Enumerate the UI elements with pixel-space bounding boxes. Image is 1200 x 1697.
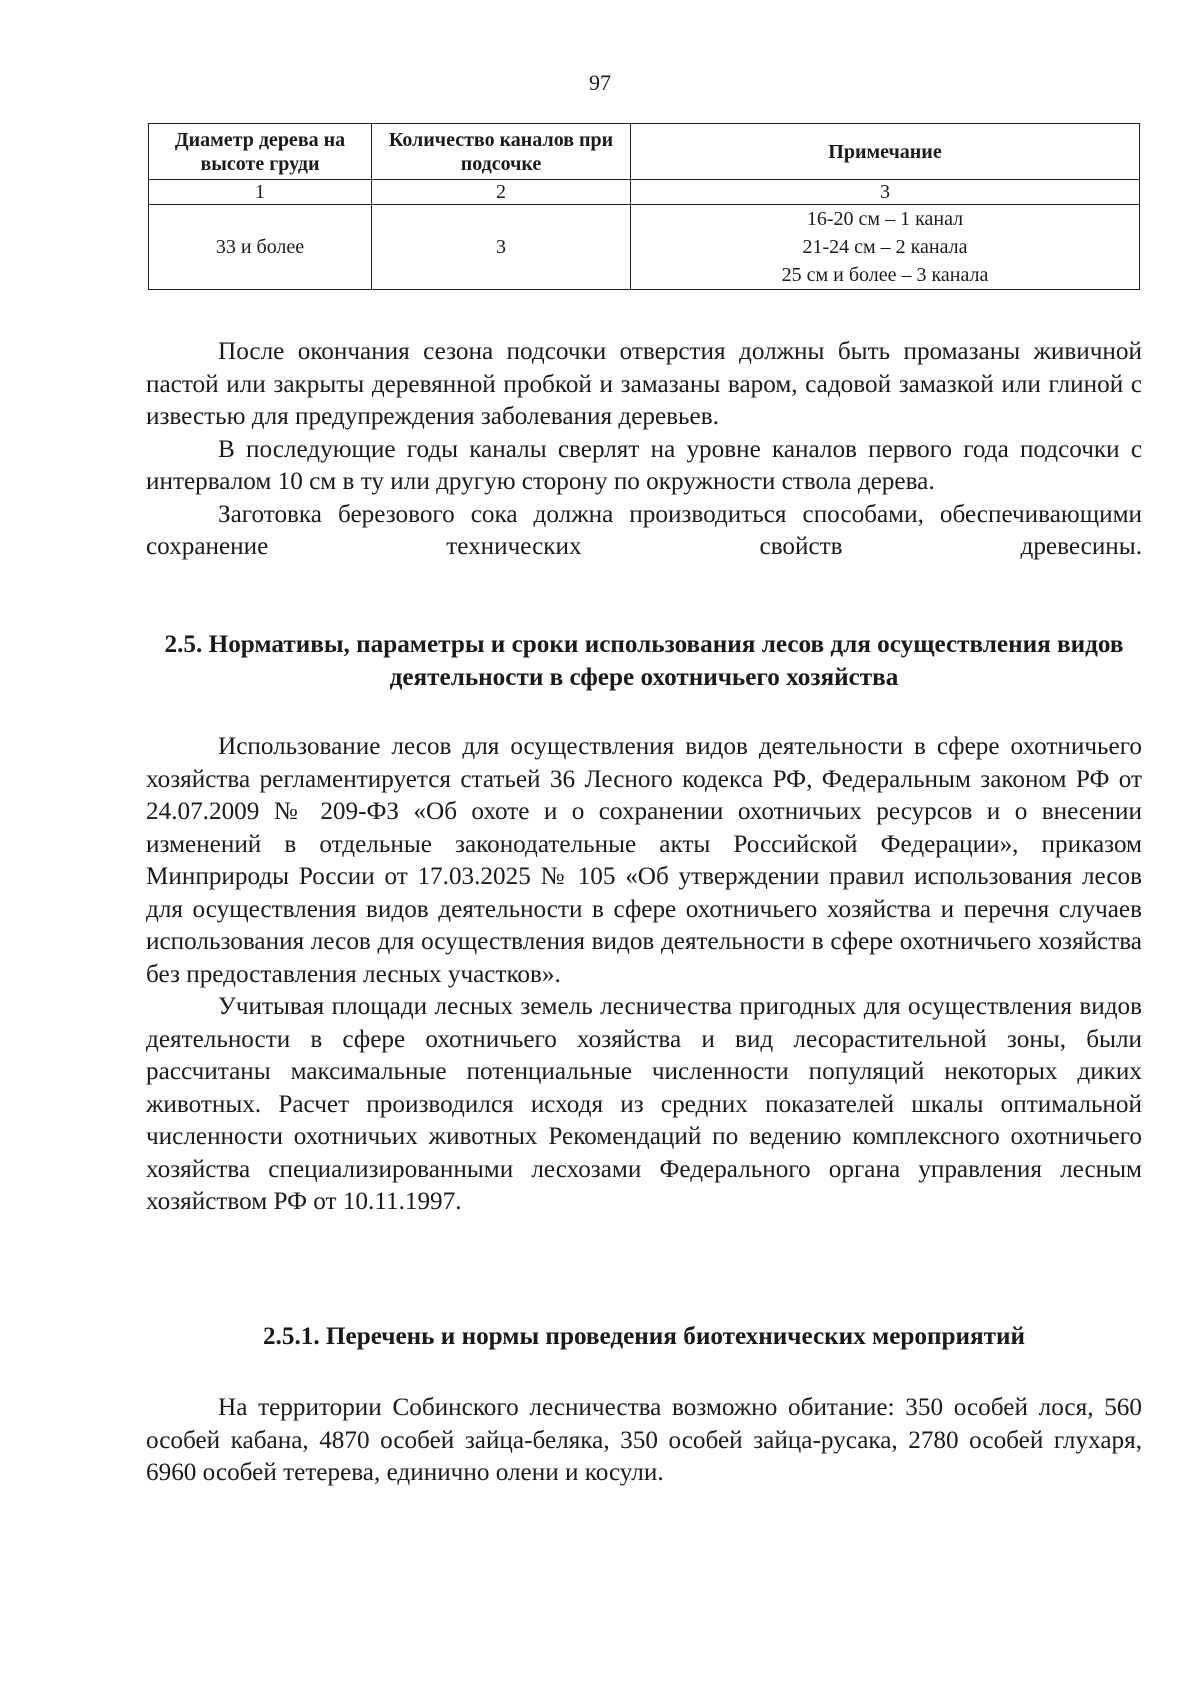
note-line: 16-20 см – 1 канал (806, 208, 964, 230)
paragraph: После окончания сезона подсочки отверстия должны быть промазаны живичной пастой или закрыты деревянной пробкой и замазаны варом, садовой замазкой или глиной с известью для предупреждения заболевания деревьев. (146, 338, 1142, 430)
biotech-text-block (146, 1392, 1142, 1490)
table-header-row (149, 124, 1140, 180)
cell-diameter: 33 и более (149, 205, 372, 290)
tapping-norms-table (148, 123, 1140, 290)
cell-channels: 3 (372, 205, 631, 290)
col-number-3: 3 (631, 180, 1140, 205)
paragraph: Учитывая площади лесных земель лесничества пригодных для осуществления видов деятельности в сфере охотничьего хозяйства и вид лесорастительной зоны, были рассчитаны максимальные потенциальные численности популяций некоторых диких животных. Расчет производился исходя из средних показателей шкалы оптимальной численности охотничьих животных Рекомендаций по ведению комплексного охотничьего хозяйства специализированными лесхозами Федерального органа управления лесным хозяйством РФ от 10.11.1997. (146, 993, 1142, 1215)
note-line: 25 см и более – 3 канала (781, 264, 989, 286)
paragraph: Использование лесов для осуществления видов деятельности в сфере охотничьего хозяйства регламентируется статьей 36 Лесного кодекса РФ, Федеральным законом РФ от 24.07.2009 № 209-ФЗ «Об охоте и о сохранении охотничьих ресурсов и о внесении изменений в отдельные законодательные акты Российской Федерации», приказом Минприроды России от 17.03.2025 № 105 «Об утверждении правил использования лесов для осуществления видов деятельности в сфере охотничьего хозяйства и перечня случаев использования лесов для осуществления видов деятельности в сфере охотничьего хозяйства без предоставления лесных участков». (146, 733, 1142, 988)
section-heading-2-5: 2.5. Нормативы, параметры и сроки использования лесов для осуществления видов деятельности в сфере охотничьего хозяйства (164, 631, 1124, 691)
hunting-text-block (146, 731, 1142, 1219)
col-header-notes: Примечание (631, 124, 1140, 180)
paragraph: В последующие годы каналы сверлят на уровне каналов первого года подсочки с интервалом 10 см в ту или другую сторону по окружности ствола дерева. (146, 435, 1142, 495)
tapping-text-block (146, 336, 1142, 564)
paragraph: Заготовка березового сока должна производиться способами, обеспечивающими сохранение технических свойств древесины. (146, 500, 1142, 560)
table-row (149, 205, 1140, 290)
note-line: 21-24 см – 2 канала (802, 236, 968, 258)
page-number: 97 (589, 70, 611, 95)
section-heading-2-5-1: 2.5.1. Перечень и нормы проведения биотехнических мероприятий (262, 1323, 1026, 1350)
cell-notes (631, 205, 1140, 290)
paragraph: На территории Собинского лесничества возможно обитание: 350 особей лося, 560 особей кабана, 4870 особей зайца-беляка, 350 особей зайца-русака, 2780 особей глухаря, 6960 особей тетерева, единично олени и косули. (146, 1394, 1142, 1486)
col-header-diameter: Диаметр дерева на высоте груди (149, 124, 372, 180)
col-number-1: 1 (149, 180, 372, 205)
table-number-row (149, 180, 1140, 205)
col-number-2: 2 (372, 180, 631, 205)
col-header-channels: Количество каналов при подсочке (372, 124, 631, 180)
